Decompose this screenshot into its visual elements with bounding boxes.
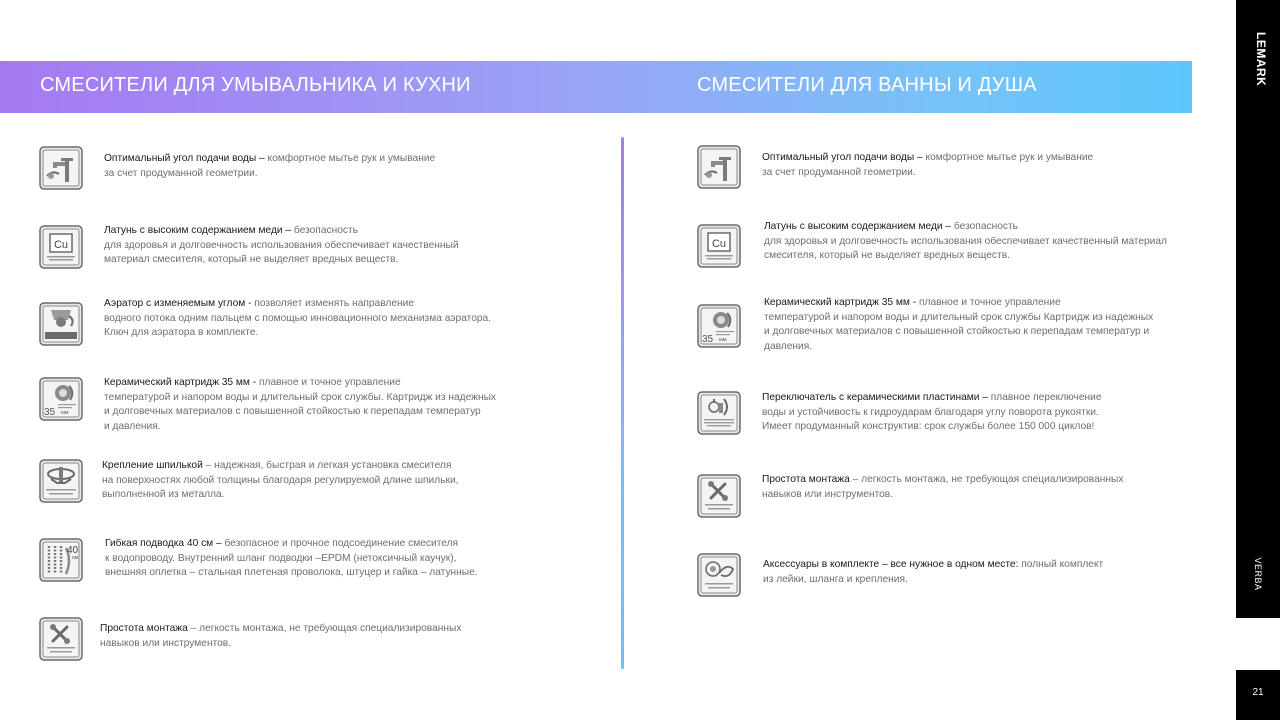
brand-logo: LEMARK (1254, 32, 1268, 87)
feature-lead-rest: безопасность (951, 221, 1018, 232)
svg-text:Cu: Cu (711, 238, 727, 250)
brass-cu-icon (697, 224, 741, 268)
feature-first-line (105, 537, 478, 552)
aerator-icon (39, 302, 83, 346)
feature-lead-rest: позволяет изменять направление (251, 298, 414, 309)
easy-install-icon (697, 474, 741, 518)
easy-install-icon (39, 617, 83, 661)
svg-text:35: 35 (702, 334, 714, 345)
feature-lead-rest: – легкость монтажа, не требующая специализированных (187, 623, 462, 634)
feature-lead-rest: комфортное мытье рук и умывание (922, 152, 1094, 163)
feature-first-line (763, 558, 1103, 573)
feature-description-line: на поверхностях любой толщины благодаря регулируемой длине шпильки, (102, 474, 459, 486)
section-banner (0, 61, 1192, 113)
feature-description-line: температурой и напором воды и длительный срок службы. Картридж из надежных (104, 391, 497, 403)
feature-lead-rest: – легкость монтажа, не требующая специализированных (849, 474, 1124, 485)
feature-lead-rest: комфортное мытье рук и умывание (264, 153, 436, 164)
column-divider (621, 137, 624, 669)
feature-text (764, 220, 1167, 264)
right-section-title: СМЕСИТЕЛИ ДЛЯ ВАННЫ И ДУША (697, 74, 1037, 96)
feature-description-line: для здоровья и долговечность использования обеспечивает качественный (104, 239, 459, 251)
feature-text (104, 297, 491, 341)
feature-lead: Переключатель с керамическими пластинами – (762, 392, 988, 403)
feature-lead: Оптимальный угол подачи воды – (104, 153, 265, 164)
feature-first-line (764, 220, 1167, 235)
feature-lead: Оптимальный угол подачи воды – (762, 152, 923, 163)
feature-description-line: и долговечных материалов с повышенной стойкостью к перепадам температур и (764, 326, 1150, 338)
feature-text (100, 622, 461, 651)
feature-lead: Керамический картридж 35 мм - (764, 297, 917, 308)
feature-description-line: Ключ для аэратора в комплекте. (104, 327, 259, 339)
brand-sidebar (1236, 0, 1280, 618)
feature-text (762, 151, 1093, 180)
feature-first-line (104, 152, 435, 167)
feature-text (102, 459, 458, 503)
svg-text:Cu: Cu (53, 239, 69, 251)
feature-description-line: за счет продуманной геометрии. (104, 167, 258, 179)
feature-text (763, 558, 1103, 587)
feature-description-line: внешняя оплетка – стальная плетеная проволока, штуцер и гайка – латунные. (105, 567, 478, 579)
feature-lead-rest: плавное и точное управление (916, 297, 1061, 308)
feature-lead: Латунь с высоким содержанием меди – (104, 225, 292, 236)
feature-lead: Простота монтажа (100, 623, 188, 634)
svg-text:35: 35 (44, 407, 56, 418)
cartridge-icon (39, 377, 83, 421)
feature-description-line: выполненной из металла. (102, 489, 225, 501)
svg-text:см: см (72, 555, 78, 561)
feature-description-line: за счет продуманной геометрии. (762, 166, 916, 178)
feature-description-line: из лейки, шланга и крепления. (763, 573, 908, 585)
feature-lead-rest: полный комплект (1018, 559, 1104, 570)
feature-description-line: материал смесителя, который не выделяет вредных веществ. (104, 254, 399, 266)
svg-text:40: 40 (67, 545, 79, 556)
feature-text (104, 376, 496, 434)
hose-icon (39, 538, 83, 582)
feature-lead: Аэратор с изменяемым углом - (104, 298, 252, 309)
feature-description-line: водного потока одним пальцем с помощью инновационного механизма аэратора. (104, 312, 492, 324)
feature-text (762, 391, 1102, 435)
feature-lead-rest: – надежная, быстрая и легкая установка смесителя (202, 460, 452, 471)
page-number-box (1236, 670, 1280, 720)
feature-lead: Гибкая подводка 40 см – (105, 538, 222, 549)
feature-first-line (104, 297, 491, 312)
feature-description-line: к водопроводу. Внутренний шланг подводки –EPDM (нетоксичный каучук), (105, 552, 457, 564)
feature-first-line (104, 376, 496, 391)
feature-description-line: и долговечных материалов с повышенной стойкостью к перепадам температур (104, 406, 481, 418)
feature-first-line (102, 459, 458, 474)
feature-lead: Латунь с высоким содержанием меди – (764, 221, 952, 232)
feature-description-line: и давления. (104, 420, 161, 432)
feature-description-line: для здоровья и долговечность использования обеспечивает качественный материал (764, 235, 1167, 247)
feature-description-line: Имеет продуманный конструктив: срок службы более 150 000 циклов! (762, 421, 1095, 433)
accessories-icon (697, 553, 741, 597)
feature-lead: Аксессуары в комплекте – все нужное в одном месте: (763, 559, 1019, 570)
stud-mount-icon (39, 459, 83, 503)
cartridge-icon (697, 304, 741, 348)
series-label: VERBA (1253, 557, 1263, 591)
feature-first-line (104, 224, 459, 239)
feature-first-line (762, 151, 1093, 166)
feature-first-line (100, 622, 461, 637)
feature-lead: Простота монтажа (762, 474, 850, 485)
feature-text (104, 152, 435, 181)
feature-text (764, 296, 1153, 354)
feature-lead-rest: безопасное и прочное подсоединение смесителя (221, 538, 459, 549)
svg-text:ММ: ММ (61, 410, 69, 415)
page-number: 21 (1252, 687, 1264, 698)
feature-text (105, 537, 478, 581)
left-section-title: СМЕСИТЕЛИ ДЛЯ УМЫВАЛЬНИКА И КУХНИ (40, 74, 471, 96)
feature-lead: Крепление шпилькой (102, 460, 203, 471)
feature-text (762, 473, 1123, 502)
brass-cu-icon (39, 225, 83, 269)
feature-first-line (762, 391, 1102, 406)
faucet-angle-icon (39, 146, 83, 190)
feature-description-line: воды и устойчивость к гидроударам благодаря углу поворота рукоятки. (762, 406, 1099, 418)
diverter-icon (697, 391, 741, 435)
faucet-angle-icon (697, 145, 741, 189)
feature-description-line: навыков или инструментов. (100, 637, 232, 649)
feature-lead-rest: плавное переключение (987, 392, 1102, 403)
feature-description-line: температурой и напором воды и длительный срок службы Картридж из надежных (764, 311, 1154, 323)
feature-lead-rest: плавное и точное управление (256, 377, 401, 388)
svg-text:ММ: ММ (719, 337, 727, 342)
feature-description-line: давления. (764, 340, 813, 352)
feature-lead-rest: безопасность (291, 225, 358, 236)
feature-first-line (762, 473, 1123, 488)
feature-first-line (764, 296, 1153, 311)
feature-description-line: смесителя, который не выделяет вредных веществ. (764, 250, 1010, 262)
feature-lead: Керамический картридж 35 мм - (104, 377, 257, 388)
feature-description-line: навыков или инструментов. (762, 488, 894, 500)
feature-text (104, 224, 459, 268)
